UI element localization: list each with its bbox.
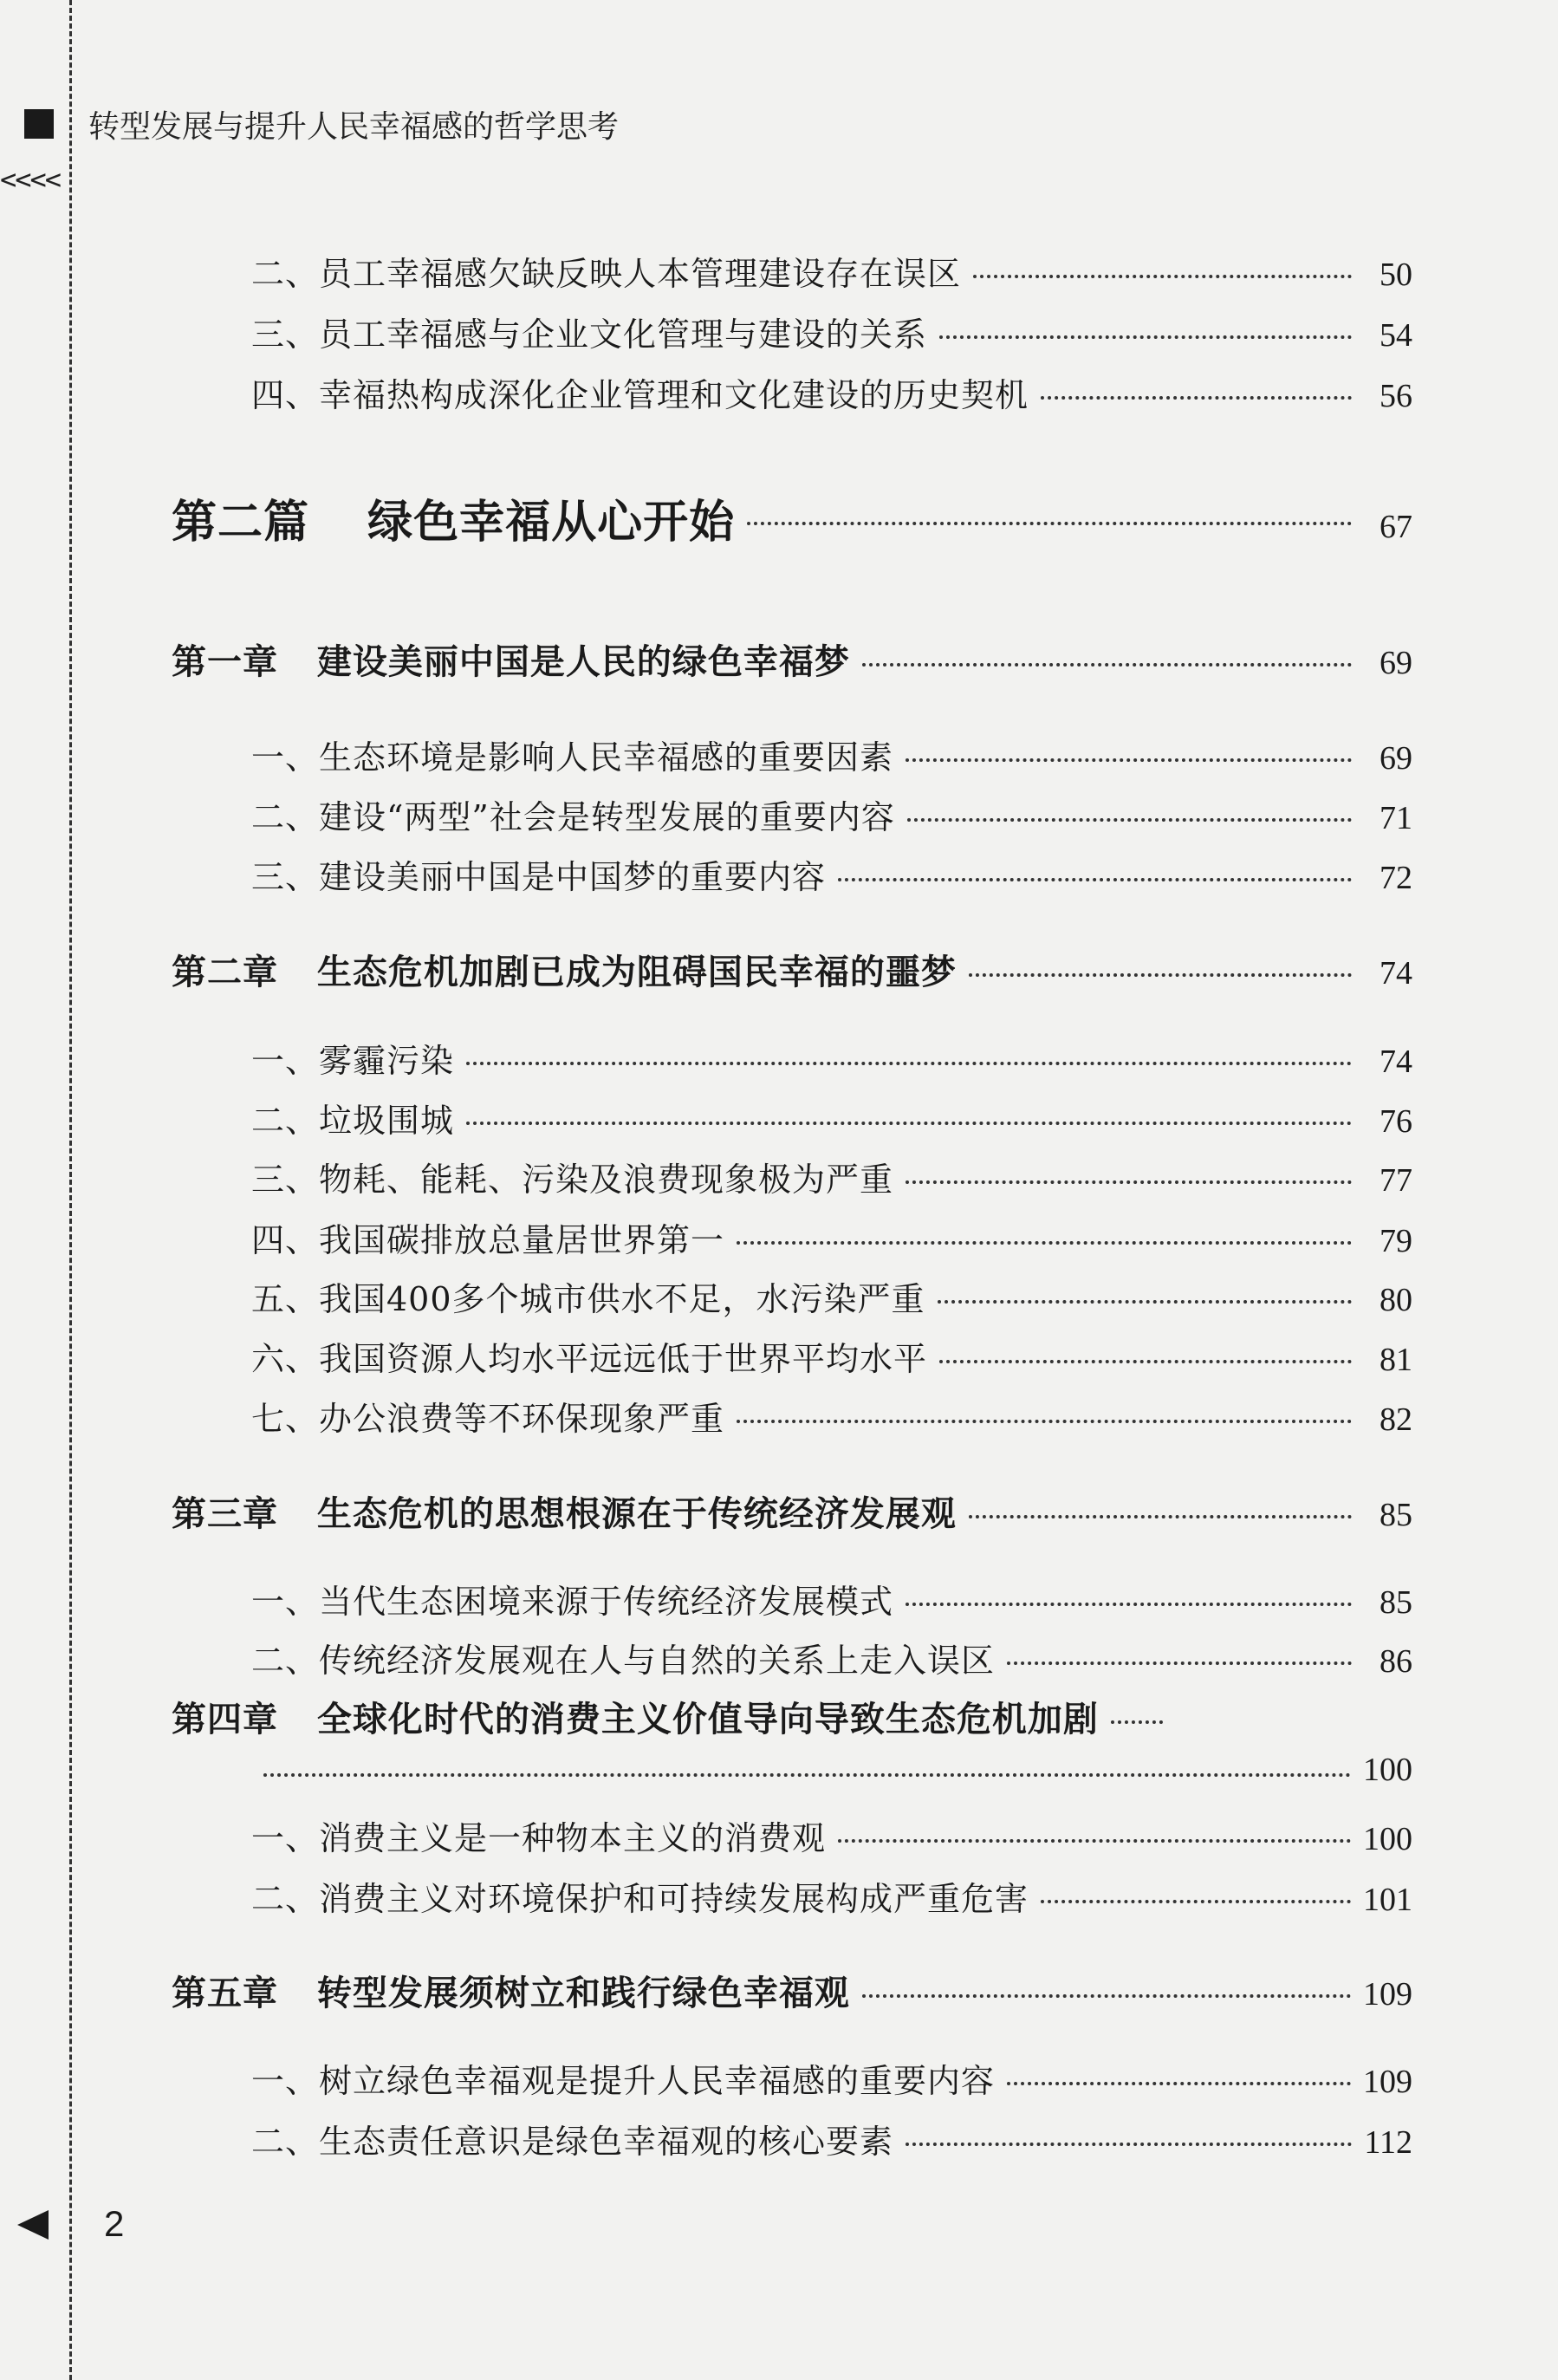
toc-section-entry[interactable] [0,1034,1412,1082]
toc-entry-label: 一、雾霾污染 [251,1042,455,1080]
toc-page-number: 112 [1364,2124,1412,2161]
toc-chapter-entry[interactable] [0,945,1412,994]
toc-entry-label: 一、树立绿色幸福观是提升人民幸福感的重要内容 [251,2062,996,2100]
toc-entry-label: 二、员工幸福感欠缺反映人本管理建设存在误区 [251,255,962,293]
toc-entry-label: 四、我国碳排放总量居世界第一 [251,1221,725,1259]
toc-entry-label: 第一章 建设美丽中国是人民的绿色幸福梦 [172,642,850,682]
toc-entry-label: 第三章 生态危机的思想根源在于传统经济发展观 [172,1494,957,1534]
toc-dot-leader [906,1180,1352,1184]
toc-entry-label: 三、物耗、能耗、污染及浪费现象极为严重 [251,1161,894,1199]
toc-dot-leader [862,663,1352,667]
toc-dot-leader [939,1360,1352,1363]
toc-chapter-continuation [0,1751,1412,1789]
toc-dot-leader [466,1062,1352,1065]
toc-page-number: 79 [1379,1223,1412,1259]
toc-dot-leader [969,1515,1352,1518]
running-header [24,102,619,146]
chevron-left-icon: <<<< [0,163,61,196]
toc-page-number: 74 [1379,1044,1412,1080]
toc-entry-label: 一、消费主义是一种物本主义的消费观 [251,1819,827,1857]
running-header-title: 转型发展与提升人民幸福感的哲学思考 [88,108,620,145]
toc-section-entry[interactable] [0,2115,1412,2162]
toc-entry-label: 二、垃圾围城 [251,1102,455,1140]
toc-part-entry[interactable] [0,485,1412,550]
toc-chapter-entry[interactable] [0,634,1412,684]
toc-dot-leader [737,1241,1352,1245]
toc-dot-leader [838,878,1352,881]
toc-page-number: 109 [1363,1976,1412,2013]
toc-entry-label: 六、我国资源人均水平远远低于世界平均水平 [251,1340,928,1378]
toc-section-entry[interactable] [0,850,1412,898]
toc-section-entry[interactable] [0,2054,1412,2102]
toc-page-number: 109 [1363,2064,1412,2100]
toc-dot-leader [747,522,1352,525]
toc-section-entry[interactable] [0,1811,1412,1859]
toc-dot-leader [906,2143,1352,2146]
toc-page-number: 74 [1379,955,1412,992]
toc-section-entry[interactable] [0,368,1412,416]
page-number: 2 [104,2203,125,2244]
toc-page-number: 72 [1379,860,1412,896]
toc-entry-label: 五、我国400多个城市供水不足，水污染严重 [251,1280,925,1318]
toc-dot-leader [906,1603,1352,1606]
toc-page-number: 85 [1379,1497,1412,1533]
toc-chapter-entry [0,1692,1412,1741]
toc-entry-label: 四、幸福热构成深化企业管理和文化建设的历史契机 [251,376,1029,414]
toc-page-number: 100 [1363,1821,1412,1857]
toc-dot-leader [907,818,1352,822]
toc-dot-leader [838,1839,1351,1843]
toc-page-number: 82 [1379,1401,1412,1438]
toc-dot-leader [973,275,1352,278]
toc-entry-label: 二、传统经济发展观在人与自然的关系上走入误区 [251,1642,996,1680]
toc-page-number: 86 [1379,1643,1412,1680]
toc-page-number: 56 [1379,378,1412,414]
toc-page-number: 76 [1379,1103,1412,1140]
toc-section-entry[interactable] [0,1332,1412,1380]
toc-page-number: 80 [1379,1282,1412,1318]
header-square-icon [24,109,54,139]
toc-entry-label: 第二章 生态危机加剧已成为阻碍国民幸福的噩梦 [172,953,957,992]
toc-section-entry[interactable] [0,731,1412,778]
toc-dot-leader [1111,1720,1163,1724]
toc-page-number: 77 [1379,1162,1412,1199]
toc-dot-leader [1041,396,1352,400]
toc-entry-label: 第四章 全球化时代的消费主义价值导向导致生态危机加剧 [172,1700,1099,1739]
toc-page-number: 85 [1379,1584,1412,1621]
toc-section-entry[interactable] [0,1153,1412,1200]
toc-page-number: 50 [1379,257,1412,293]
toc-dot-leader [1007,1661,1352,1665]
toc-section-entry[interactable] [0,308,1412,355]
toc-entry-label: 第五章 转型发展须树立和践行绿色幸福观 [172,1974,850,2013]
toc-entry-label: 一、生态环境是影响人民幸福感的重要因素 [251,738,894,777]
toc-section-entry[interactable] [0,790,1412,838]
toc-entry-label: 一、当代生态困境来源于传统经济发展模式 [251,1583,894,1621]
toc-entry-label: 二、生态责任意识是绿色幸福观的核心要素 [251,2123,894,2161]
page-arrow-left-icon [17,2210,49,2240]
toc-entry-label: 三、建设美丽中国是中国梦的重要内容 [251,858,827,896]
toc-dot-leader [466,1122,1352,1125]
toc-section-entry[interactable] [0,1094,1412,1141]
toc-chapter-entry[interactable] [0,1966,1412,2015]
toc-page-number: 67 [1379,509,1412,545]
toc-page-number: 71 [1379,800,1412,836]
toc-entry-label: 七、办公浪费等不环保现象严重 [251,1400,725,1438]
toc-page-number: 69 [1379,740,1412,777]
toc-dot-leader [938,1300,1352,1304]
toc-entry-label: 第二篇 绿色幸福从心开始 [172,496,736,549]
toc-dot-leader [939,335,1352,339]
toc-dot-leader [862,1994,1351,1998]
toc-dot-leader [1041,1900,1351,1903]
toc-page-number: 69 [1379,645,1412,681]
toc-dot-leader [737,1420,1352,1423]
toc-dot-leader [969,973,1352,977]
toc-section-entry[interactable] [0,247,1412,295]
toc-entry-label: 二、消费主义对环境保护和可持续发展构成严重危害 [251,1880,1029,1918]
toc-page-number: 54 [1379,317,1412,354]
toc-entry-label: 三、员工幸福感与企业文化管理与建设的关系 [251,315,928,354]
toc-section-entry[interactable] [0,1213,1412,1261]
toc-page-number: 100 [1363,1752,1412,1788]
toc-dot-leader [263,1773,1351,1777]
toc-section-entry[interactable] [0,1872,1412,1920]
toc-section-entry[interactable] [0,1392,1412,1440]
toc-dot-leader [906,758,1352,762]
toc-entry-label: 二、建设“两型”社会是转型发展的重要内容 [251,798,895,836]
toc-chapter-entry[interactable] [0,1486,1412,1536]
toc-section-entry[interactable] [0,1272,1412,1320]
toc-dot-leader [1007,2082,1351,2085]
toc-page-number: 101 [1363,1882,1412,1918]
toc-section-entry[interactable] [0,1634,1412,1681]
toc-page-number: 81 [1379,1342,1412,1378]
toc-section-entry[interactable] [0,1575,1412,1622]
